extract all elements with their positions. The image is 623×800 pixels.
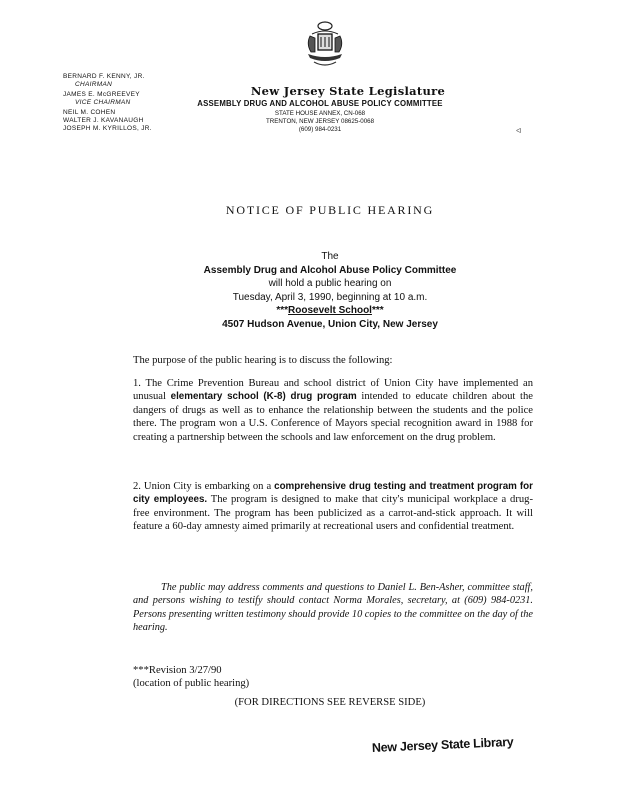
- announce-date: Tuesday, April 3, 1990, beginning at 10 a.m.: [232, 291, 428, 303]
- item-2: [133, 480, 533, 534]
- revision-note: [133, 664, 249, 690]
- directions-note: (FOR DIRECTIONS SEE REVERSE SIDE): [234, 697, 426, 708]
- committee-address: [170, 110, 470, 135]
- legislature-heading: New Jersey State Legislature: [250, 84, 446, 98]
- member-role: CHAIRMAN: [75, 80, 113, 88]
- committee-heading: ASSEMBLY DRUG AND ALCOHOL ABUSE POLICY COMMITTEE: [197, 99, 443, 108]
- address-line: STATE HOUSE ANNEX, CN-068: [274, 110, 366, 117]
- member-name: WALTER J. KAVANAUGH: [63, 116, 144, 124]
- contact-paragraph: [133, 581, 533, 635]
- item-1-text: intended to educate children about the dangers of drugs as well as to enhance the relationship between the students and the police there. The program won a U.S. Conference of Mayors special recognition award in 1988 for creating a partnership between the schools and law enforcement on the drug problem.: [133, 391, 533, 443]
- member-name: JAMES E. McGREEVEY: [63, 91, 140, 99]
- committee-members: [63, 73, 152, 132]
- item-2-bold: comprehensive drug testing and treatment program for city employees.: [133, 481, 533, 506]
- revision-detail: (location of public hearing): [133, 678, 250, 689]
- location-name: Roosevelt School: [288, 305, 372, 317]
- announce-line: The: [321, 251, 339, 262]
- item-2-text: The program is designed to make that city's municipal workplace a drug-free environment. The program has been publicized as a carrot-and-stick approach. It will feature a 60-day amnesty aimed primarily at recreational users and confidential treatment.: [133, 494, 533, 533]
- contact-text: The public may address comments and questions to Daniel L. Ben-Asher, committee staff, and persons wishing to testify should contact Norma Morales, secretary, at (609) 984-0231. Persons presenting written testimony should provide 10 copies to the committee on the day of the hearing.: [133, 582, 533, 634]
- announce-location: [120, 304, 540, 318]
- notice-title: NOTICE OF PUBLIC HEARING: [225, 203, 435, 217]
- revision-line: ***Revision 3/27/90: [133, 665, 222, 676]
- phone-number: (609) 984-0231: [298, 126, 342, 134]
- purpose-intro: The purpose of the public hearing is to discuss the following:: [133, 355, 393, 366]
- item-2-text: 2. Union City is embarking on a: [133, 481, 275, 492]
- state-seal-icon: [302, 20, 348, 70]
- scan-mark: ᐊ: [516, 127, 522, 135]
- hearing-announcement: [120, 250, 540, 332]
- member-name: NEIL M. COHEN: [63, 109, 116, 117]
- item-1: [133, 377, 533, 444]
- member-name: BERNARD F. KENNY, JR.: [63, 73, 145, 80]
- item-1-bold: elementary school (K-8) drug program: [170, 391, 357, 403]
- location-suffix: ***: [371, 305, 384, 317]
- announce-address: 4507 Hudson Avenue, Union City, New Jersey: [222, 318, 438, 330]
- location-prefix: ***: [276, 305, 289, 317]
- announce-line: will hold a public hearing on: [268, 278, 392, 290]
- member-role: VICE CHAIRMAN: [75, 98, 131, 106]
- library-stamp: New Jersey State Library: [371, 734, 514, 755]
- address-line: TRENTON, NEW JERSEY 08625-0068: [265, 118, 375, 126]
- member-name: JOSEPH M. KYRILLOS, JR.: [63, 124, 152, 132]
- announce-committee: Assembly Drug and Alcohol Abuse Policy Committee: [203, 264, 457, 276]
- item-1-text: 1. The Crime Prevention Bureau and school district of Union City have implemented an unusual: [133, 378, 533, 403]
